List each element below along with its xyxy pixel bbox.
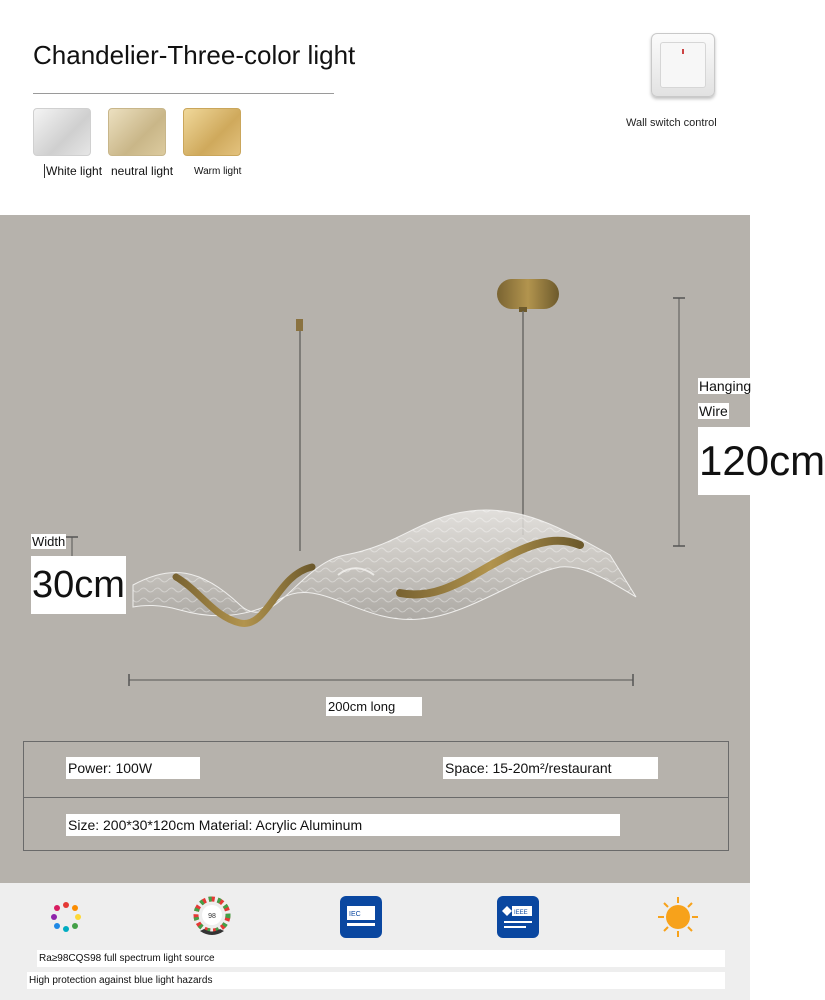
ceiling-canopy <box>497 279 559 312</box>
spec-table <box>23 741 729 851</box>
hanging-wire-label-line1: Hanging <box>699 378 752 394</box>
neutral-light-label: neutral light <box>111 164 174 178</box>
hanging-wire-value: 120cm <box>698 427 752 495</box>
iec-logo-icon <box>339 895 383 939</box>
width-label: Width <box>32 534 66 549</box>
space-spec: Space: 15-20m²/restaurant <box>443 757 658 779</box>
power-spec: Power: 100W <box>66 757 200 779</box>
neutral-light-swatch <box>108 108 166 156</box>
product-image-area <box>0 215 750 883</box>
wall-switch-icon <box>651 33 715 97</box>
svg-text:98: 98 <box>208 913 216 920</box>
svg-text:IEC: IEC <box>349 911 361 918</box>
cri-98-badge-icon <box>190 895 234 939</box>
title-divider <box>33 93 334 94</box>
acrylic-wave-shade <box>133 510 636 623</box>
length-dimension-line <box>129 674 633 686</box>
color-wheel-icon <box>44 895 88 939</box>
wall-switch-label: Wall switch control <box>626 117 717 129</box>
sun-icon <box>656 895 700 939</box>
wire-clamp-left <box>296 319 303 331</box>
warm-light-label: Warm light <box>194 166 242 177</box>
svg-text:IEEE: IEEE <box>514 910 528 916</box>
footer-blue-light-text: High protection against blue light hazards <box>27 972 725 989</box>
width-value: 30cm <box>31 556 126 614</box>
page-title: Chandelier-Three-color light <box>33 40 356 70</box>
hanging-wire-label-line2: Wire <box>699 403 728 419</box>
switch-indicator <box>682 49 684 54</box>
white-light-label: White light <box>46 164 103 178</box>
footer-spectrum-text: Ra≥98CQS98 full spectrum light source <box>37 950 725 967</box>
spec-table-divider <box>24 797 728 798</box>
warm-light-swatch <box>183 108 241 156</box>
white-light-swatch <box>33 108 91 156</box>
length-label: 200cm long <box>326 697 422 716</box>
switch-rocker <box>660 42 706 88</box>
header-section <box>0 0 750 215</box>
ieee-logo-icon <box>496 895 540 939</box>
height-dimension-line <box>673 298 685 546</box>
size-material-spec: Size: 200*30*120cm Material: Acrylic Aluminum <box>66 814 620 836</box>
